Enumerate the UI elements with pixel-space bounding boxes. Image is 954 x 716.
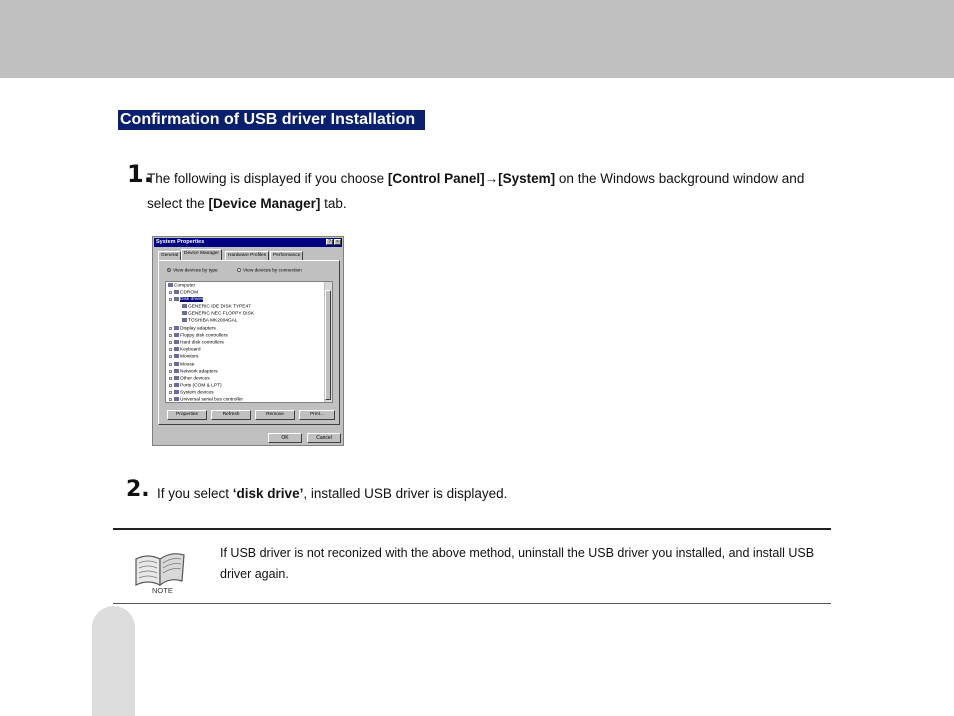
tab-performance[interactable]: Performance	[270, 251, 303, 260]
disk-icon	[182, 304, 187, 308]
scrollbar-thumb[interactable]	[325, 290, 331, 400]
step-2-text: If you select ‘disk drive’, installed USB driver is displayed.	[157, 486, 508, 501]
step-2-number: 2.	[126, 477, 150, 502]
floppy-icon	[174, 333, 179, 337]
print-button[interactable]: Print...	[299, 410, 335, 420]
note-label: NOTE	[152, 586, 173, 595]
device-tree[interactable]	[165, 281, 333, 403]
radio-view-by-type[interactable]: View devices by type	[167, 268, 218, 273]
tree-item[interactable]: Network adapters	[169, 369, 218, 375]
step-1-number: 1.	[127, 160, 153, 188]
system-properties-dialog	[152, 236, 344, 446]
tree-item[interactable]: Hard disk controllers	[169, 340, 224, 346]
tree-item[interactable]: GENERIC NEC FLOPPY DISK	[182, 311, 254, 317]
mouse-icon	[174, 362, 179, 366]
tree-item[interactable]: Keyboard	[169, 347, 201, 353]
tree-item[interactable]: Computer	[168, 283, 195, 289]
tab-hardware-profiles[interactable]: Hardware Profiles	[225, 251, 269, 260]
cdrom-icon	[174, 290, 179, 294]
network-icon	[174, 369, 179, 373]
system-icon	[174, 390, 179, 394]
hard-disk-icon	[174, 340, 179, 344]
disk-drive-icon	[174, 297, 179, 301]
cancel-button[interactable]: Cancel	[307, 433, 341, 443]
section-heading: Confirmation of USB driver Installation	[118, 110, 425, 130]
tree-scrollbar[interactable]	[324, 282, 332, 402]
usb-icon	[174, 397, 179, 401]
tree-item[interactable]: GENERIC IDE DISK TYPE47	[182, 304, 251, 310]
tree-item[interactable]: System devices	[169, 390, 214, 396]
tab-general[interactable]: General	[158, 251, 181, 260]
refresh-button[interactable]: Refresh	[211, 410, 251, 420]
note-top-rule	[113, 528, 831, 530]
note-bottom-rule	[113, 603, 831, 604]
monitor-icon	[174, 354, 179, 358]
tree-item[interactable]: Mouse	[169, 362, 194, 368]
radio-view-by-connection[interactable]: View devices by connection	[237, 268, 302, 273]
step-1-text: The following is displayed if you choose [Control Panel]→[System] on the Windows background window and select the [Device Manager] tab.	[147, 171, 805, 211]
tree-item[interactable]: Monitors	[169, 354, 198, 360]
properties-button[interactable]: Properties	[167, 410, 207, 420]
device-manager-panel	[158, 260, 340, 425]
ok-button[interactable]: OK	[268, 433, 302, 443]
dialog-title: System Properties	[154, 238, 342, 247]
tree-item[interactable]: Other devices	[169, 376, 210, 382]
close-icon[interactable]: ×	[334, 239, 341, 245]
question-icon	[174, 376, 179, 380]
tree-item[interactable]: Ports (COM & LPT)	[169, 383, 222, 389]
tree-item[interactable]: Floppy disk controllers	[169, 333, 228, 339]
header-band	[0, 0, 954, 78]
note-text: If USB driver is not reconized with the above method, uninstall the USB driver you installed, and install USB driver again.	[220, 546, 815, 581]
port-icon	[174, 383, 179, 387]
display-icon	[174, 326, 179, 330]
computer-icon	[168, 283, 173, 287]
tree-item[interactable]: Display adapters	[169, 326, 216, 332]
help-button[interactable]: ?	[326, 239, 333, 245]
keyboard-icon	[174, 347, 179, 351]
tree-item[interactable]: CDROM	[169, 290, 198, 296]
remove-button[interactable]: Remove	[255, 410, 295, 420]
tree-item[interactable]: TOSHIBA MK2004GAL	[182, 318, 238, 324]
tab-device-manager[interactable]: Device Manager	[181, 249, 222, 260]
tree-item-disk-drives[interactable]: Disk drives	[169, 297, 203, 303]
disk-icon	[182, 311, 187, 315]
tree-item[interactable]: Universal serial bus controller	[169, 397, 243, 403]
disk-icon	[182, 318, 187, 322]
